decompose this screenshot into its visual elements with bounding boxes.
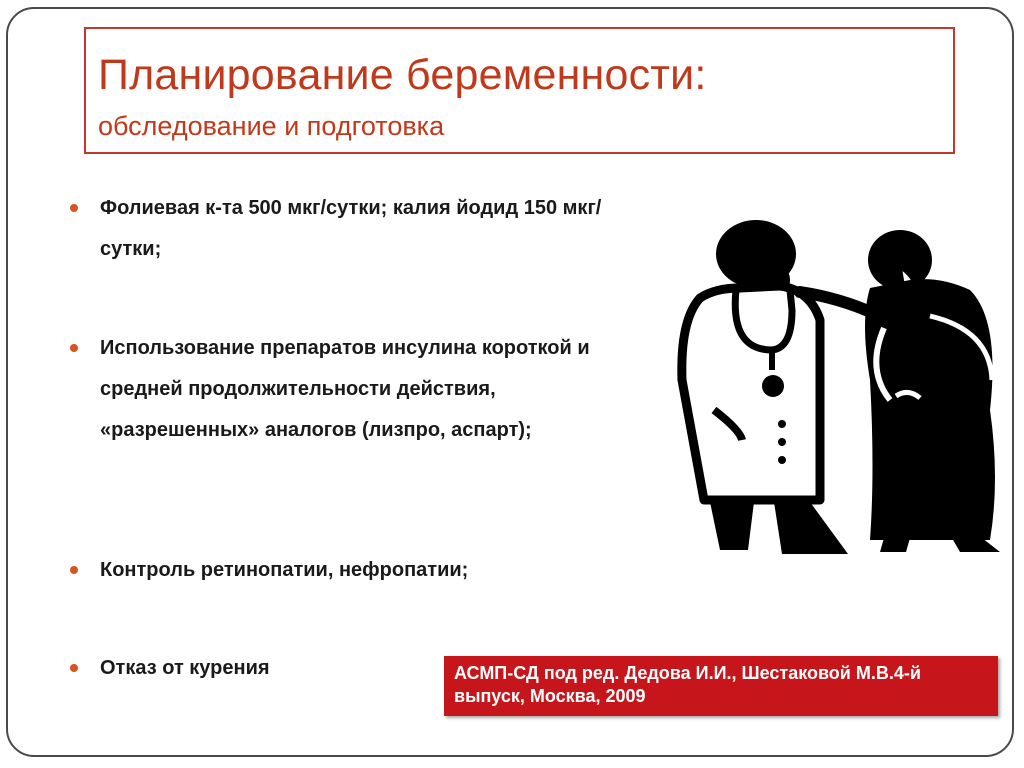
citation-box xyxy=(444,656,998,716)
bullet-text: Контроль ретинопатии, нефропатии; xyxy=(100,559,469,581)
doctor-figure-icon xyxy=(682,220,875,554)
bullet-item-retinopathy xyxy=(70,550,468,591)
bullet-dot-icon xyxy=(70,204,78,212)
bullet-text: Использование препаратов инсулина короткой и средней продолжительности действия, «разрешенных» аналогов (лизпро, аспарт); xyxy=(100,337,590,441)
slide-title: Планирование беременности: xyxy=(98,51,707,99)
bullet-dot-icon xyxy=(70,344,78,352)
bullet-dot-icon xyxy=(70,566,78,574)
slide-subtitle: обследование и подготовка xyxy=(98,111,445,141)
pregnant-woman-figure-icon xyxy=(865,230,1000,552)
doctor-and-pregnant-woman-icon xyxy=(670,210,1010,560)
citation-text: АСМП-СД под ред. Дедова И.И., Шестаковой М.В.4-й выпуск, Москва, 2009 xyxy=(454,663,921,706)
bullet-dot-icon xyxy=(70,664,78,672)
bullet-item-folic-acid xyxy=(70,188,630,270)
bullet-text: Фолиевая к-та 500 мкг/сутки; калия йодид 150 мкг/сутки; xyxy=(100,197,602,260)
title-box xyxy=(84,27,955,154)
bullet-item-smoking xyxy=(70,648,270,689)
bullet-item-insulin xyxy=(70,328,630,451)
bullet-text: Отказ от курения xyxy=(100,657,270,679)
